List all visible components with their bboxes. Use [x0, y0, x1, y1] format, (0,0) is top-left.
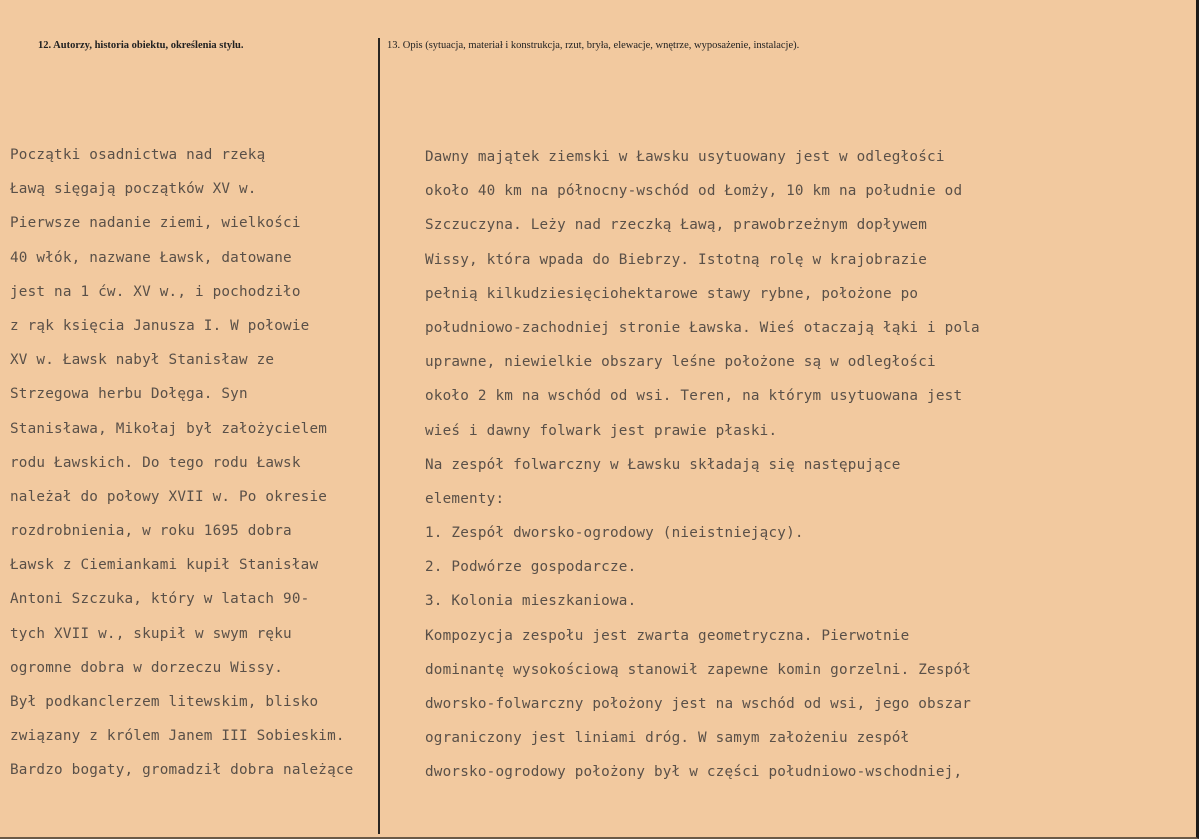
description-text-line: wieś i dawny folwark jest prawie płaski. — [425, 422, 778, 439]
history-text-line: należał do połowy XVII w. Po okresie — [10, 488, 328, 505]
history-text-line: Ławą sięgają początków XV w. — [10, 181, 257, 198]
history-text-line: związany z królem Janem III Sobieskim. — [10, 728, 345, 745]
description-text-line: dominantę wysokościową stanowił zapewne komin gorzelni. Zespół — [425, 661, 972, 678]
section-12-heading: 12. Autorzy, historia obiektu, określenia stylu. — [38, 40, 244, 51]
history-text-line: Stanisława, Mikołaj był założycielem — [10, 420, 328, 437]
description-text-line: dworsko-ogrodowy położony był w części południowo-wschodniej, — [425, 764, 963, 781]
description-text-line: elementy: — [425, 490, 505, 507]
history-text-line: Antoni Szczuka, który w latach 90- — [10, 591, 310, 608]
history-text-line: Strzegowa herbu Dołęga. Syn — [10, 386, 248, 403]
description-text-line: Dawny majątek ziemski w Ławsku usytuowany jest w odległości — [425, 149, 945, 165]
description-text-line: Na zespół folwarczny w Ławsku składają się następujące — [425, 456, 901, 473]
description-text-line: ograniczony jest liniami dróg. W samym założeniu zespół — [425, 730, 910, 747]
history-text-column — [10, 146, 354, 796]
description-text-line: pełnią kilkudziesięciohektarowe stawy rybne, położone po — [425, 285, 919, 302]
history-text-line: rodu Ławskich. Do tego rodu Ławsk — [10, 454, 301, 471]
history-text-line: Ławsk z Ciemiankami kupił Stanisław — [10, 557, 319, 574]
history-text-line: tych XVII w., skupił w swym ręku — [10, 625, 292, 642]
history-text-line: Początki osadnictwa nad rzeką — [10, 147, 266, 163]
history-text-line: Pierwsze nadanie ziemi, wielkości — [10, 215, 301, 232]
history-text-line: rozdrobnienia, w roku 1695 dobra — [10, 523, 292, 540]
description-text-line: Wissy, która wpada do Biebrzy. Istotną rolę w krajobrazie — [425, 251, 928, 268]
description-text-line: około 40 km na północny-wschód od Łomży, 10 km na południe od — [425, 183, 963, 200]
history-text-line: z rąk księcia Janusza I. W połowie — [10, 317, 310, 334]
description-text-line: południowo-zachodniej stronie Ławska. Wieś otaczają łąki i pola — [425, 319, 980, 336]
section-13-heading: 13. Opis (sytuacja, materiał i konstrukcja, rzut, bryła, elewacje, wnętrze, wyposażenie, instalacje). — [387, 40, 800, 51]
description-text-line: Szczuczyna. Leży nad rzeczką Ławą, prawobrzeżnym dopływem — [425, 217, 928, 234]
history-text-line: jest na 1 ćw. XV w., i pochodziło — [10, 283, 301, 300]
description-text-line: uprawne, niewielkie obszary leśne położone są w odległości — [425, 354, 936, 371]
history-text-line: ogromne dobra w dorzeczu Wissy. — [10, 659, 284, 676]
description-text-line: Kompozycja zespołu jest zwarta geometryczna. Pierwotnie — [425, 627, 910, 644]
history-text-line: Był podkanclerzem litewskim, blisko — [10, 694, 319, 710]
history-text-line: Bardzo bogaty, gromadził dobra należące — [10, 762, 354, 779]
description-text-line: 2. Podwórze gospodarcze. — [425, 559, 637, 576]
description-text-column — [425, 148, 980, 798]
column-divider — [378, 38, 380, 834]
description-text-line: 3. Kolonia mieszkaniowa. — [425, 593, 637, 610]
history-text-line: XV w. Ławsk nabył Stanisław ze — [10, 352, 275, 369]
history-text-line: 40 włók, nazwane Ławsk, datowane — [10, 249, 292, 266]
description-text-line: dworsko-folwarczny położony jest na wschód od wsi, jego obszar — [425, 696, 972, 712]
description-text-line: 1. Zespół dworsko-ogrodowy (nieistniejący). — [425, 525, 804, 542]
description-text-line: około 2 km na wschód od wsi. Teren, na którym usytuowana jest — [425, 388, 963, 405]
